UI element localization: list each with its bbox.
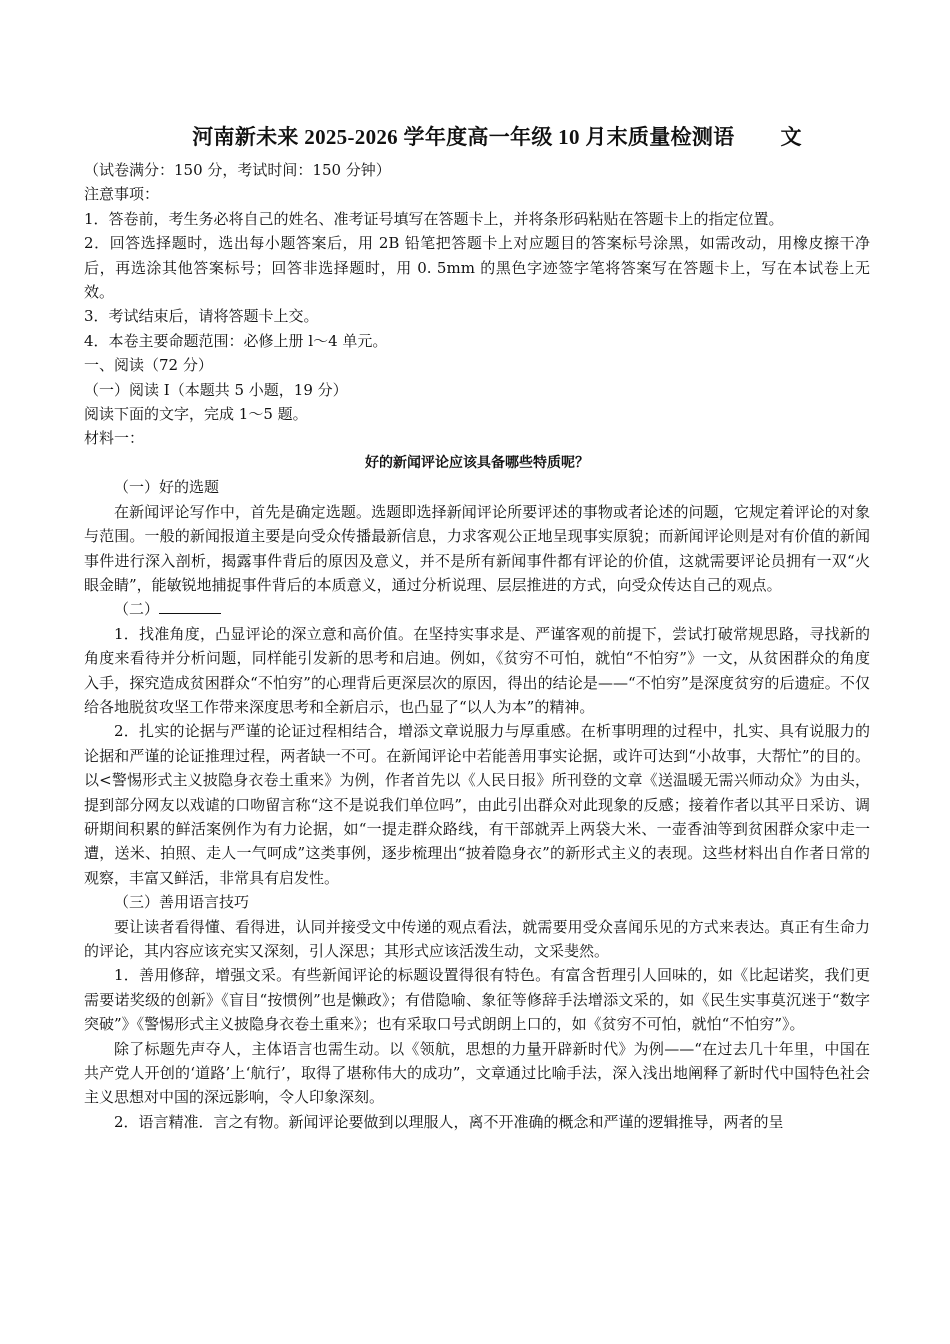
article-heading-1: （一）好的选题: [114, 478, 220, 497]
article-heading-3: （三）善用语言技巧: [114, 893, 250, 912]
notice-heading: 注意事项：: [84, 185, 160, 204]
exam-title: [84, 122, 870, 152]
section-instruction: 阅读下面的文字，完成 1～5 题。: [84, 405, 308, 424]
title-tail: 文: [780, 125, 802, 149]
article-heading-2-label: （二）: [114, 600, 160, 619]
article-paragraph-5: 1．善用修辞，增强文采。有些新闻评论的标题设置得很有特色。有富含哲理引人回味的，如《比起诺奖，我们更需要诺奖级的创新》《盲目“按惯例”也是懒政》；有借隐喻、象征等修辞手法增添文采的，如《民生实事莫沉迷于“数字突破”》《警惕形式主义披隐身衣卷土重来》；也有采取口号式朗朗上口的，如《贫穷不可怕，就怕“不怕穷”》。: [84, 966, 870, 1034]
article-paragraph-4: 要让读者看得懂、看得进，认同并接受文中传递的观点看法，就需要用受众喜闻乐见的方式来表达。真正有生命力的评论，其内容应该充实又深刻，引人深思；其形式应该活泼生动，文采斐然。: [84, 917, 870, 960]
notice-item-1: 1．答卷前，考生务必将自己的姓名、准考证号填写在答题卡上，并将条形码粘贴在答题卡上的指定位置。: [84, 209, 784, 228]
notice-item-2: 2．回答选择题时，选出每小题答案后，用 2B 铅笔把答题卡上对应题目的答案标号涂黑，如需改动，用橡皮擦干净后，再选涂其他答案标号；回答非选择题时，用 0. 5mm 的黑色字迹签字笔将答案写在答题卡上，写在本试卷上无效。: [84, 234, 870, 302]
article-paragraph-3: 2．扎实的论据与严谨的论证过程相结合，增添文章说服力与厚重感。在析事明理的过程中，扎实、具有说服力的论据和严谨的论证推理过程，两者缺一不可。在新闻评论中若能善用事实论据，或许可达到“小故事，大帮忙”的目的。以<警惕形式主义披隐身衣卷土重来》为例，作者首先以《人民日报》所刊登的文章《送温暖无需兴师动众》为由头，提到部分网友以戏谑的口吻留言称“这不是说我们单位吗”，由此引出群众对此现象的反感；接着作者以其平日采访、调研期间积累的鲜活案例作为有力论据，如“一提走群众路线，有干部就弄上两袋大米、一壶香油等到贫困群众家中走一遭，送米、拍照、走人一气呵成”这类事例，逐步梳理出“披着隐身衣”的新形式主义的表现。这些材料出自作者日常的观察，丰富又鲜活，非常具有启发性。: [84, 722, 870, 887]
exam-info: （试卷满分：150 分，考试时间：150 分钟）: [84, 161, 391, 179]
section-sub: （一）阅读 I（本题共 5 小题，19 分）: [84, 380, 348, 399]
notice-item-3: 3．考试结束后，请将答题卡上交。: [84, 307, 319, 326]
article-paragraph-1: 在新闻评论写作中，首先是确定选题。选题即选择新闻评论所要评述的事物或者论述的问题，它规定着评论的对象与范围。一般的新闻报道主要是向受众传播最新信息，力求客观公正地呈现事实原貌；而新闻评论则是对有价值的新闻事件进行深入剖析，揭露事件背后的原因及意义，并不是所有新闻事件都有评论的价值，这就需要评论员拥有一双“火眼金睛”，能敏锐地捕捉事件背后的本质意义，通过分析说理、层层推进的方式，向受众传达自己的观点。: [84, 502, 870, 594]
article-paragraph-6: 除了标题先声夺人，主体语言也需生动。以《领航，思想的力量开辟新时代》为例——“在过去几十年里，中国在共产党人开创的‘道路’上‘航行’，取得了堪称伟大的成功”，文章通过比喻手法，深入浅出地阐释了新时代中国特色社会主义思想对中国的深远影响，令人印象深刻。: [84, 1039, 870, 1107]
article-title: 好的新闻评论应该具备哪些特质呢？: [365, 454, 589, 471]
material-label: 材料一：: [84, 429, 145, 448]
article-paragraph-7: 2．语言精准．言之有物。新闻评论要做到以理服人，离不开准确的概念和严谨的逻辑推导，两者的呈: [114, 1112, 784, 1131]
title-main: 河南新未来 2025-2026 学年度高一年级 10 月末质量检测语: [192, 125, 735, 149]
section-part: 一、阅读（72 分）: [84, 356, 213, 375]
notice-item-4: 4．本卷主要命题范围：必修上册 l～4 单元。: [84, 331, 388, 350]
article-paragraph-2: 1．找准角度，凸显评论的深立意和高价值。在坚持实事求是、严谨客观的前提下，尝试打破常规思路，寻找新的角度来看待并分析问题，同样能引发新的思考和启迪。例如，《贫穷不可怕，就怕“不怕穷”》一文，从贫困群众的角度入手，探究造成贫困群众“不怕穷”的心理背后更深层次的原因，得出的结论是——“不怕穷”是深度贫穷的后遗症。不仅给各地脱贫攻坚工作带来深度思考和全新启示，也凸显了“以人为本”的精神。: [84, 624, 870, 716]
answer-blank[interactable]: [159, 597, 221, 614]
article-heading-2: [84, 597, 870, 621]
